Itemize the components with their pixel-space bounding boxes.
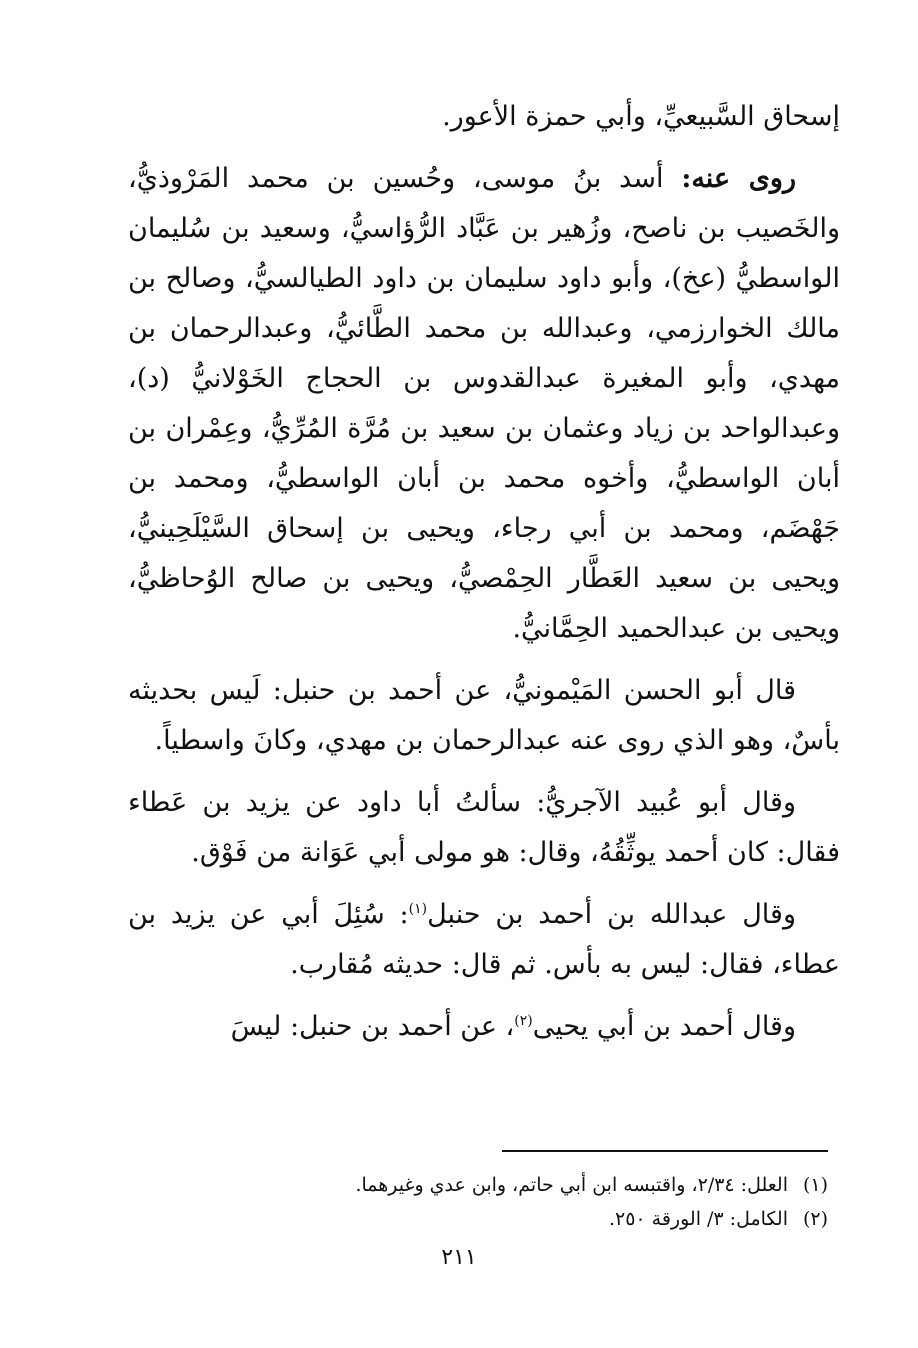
- footnote-ref-2: (٢): [514, 1013, 533, 1029]
- footnote-1-text: العلل: ٢/٣٤، واقتبسه ابن أبي حاتم، وابن عدي وغيرهما.: [355, 1174, 788, 1196]
- footnote-divider: [502, 1150, 828, 1152]
- footnote-1-number: (١): [802, 1174, 828, 1196]
- narrators-label: روى عنه:: [681, 163, 796, 194]
- footnote-ref-1: (١): [408, 901, 428, 917]
- paragraph-6-start: وقال أحمد بن أبي يحيى: [532, 1011, 796, 1042]
- narrators-list: أسد بنُ موسى، وحُسين بن محمد المَرْوذيُّ، والخَصيب بن ناصح، وزُهير بن عَبَّاد الرُّؤاسيُّ، وسعيد بن سُليمان الواسطيُّ (عخ)، وأبو داود سليمان بن داود الطيالسيُّ، وصالح بن مالك الخوارزمي، وعبدالله بن محمد الطَّائيُّ، وعبدالرحمان بن مهدي، وأبو المغيرة عبدالقدوس بن الحجاج الخَوْلانيُّ (د)، وعبدالواحد بن زياد وعثمان بن سعيد بن مُرَّة المُرِّيُّ، وعِمْران بن أبان الواسطيُّ، وأخوه محمد بن أبان الواسطيُّ، ومحمد بن جَهْضَم، ومحمد بن أبي رجاء، ويحيى بن إسحاق السَّيْلَحِينيُّ، ويحيى بن سعيد العَطَّار الحِمْصيُّ، ويحيى بن صالح الوُحاظيُّ، ويحيى بن عبدالحميد الحِمَّانيُّ.: [128, 163, 840, 644]
- footnote-1: [200, 1168, 828, 1202]
- footnotes: [200, 1168, 828, 1236]
- paragraph-5: [128, 890, 840, 990]
- paragraph-6-end: ، عن أحمد بن حنبل: ليسَ: [230, 1011, 515, 1042]
- page-number: ٢١١: [441, 1245, 477, 1270]
- main-text: [128, 92, 840, 1052]
- paragraph-2: [128, 154, 840, 654]
- paragraph-1: إسحاق السَّبيعيِّ، وأبي حمزة الأعور.: [442, 101, 840, 132]
- paragraph-4: وقال أبو عُبيد الآجريُّ: سألتُ أبا داود عن يزيد بن عَطاء فقال: كان أحمد يوثِّقُهُ، وقال: هو مولى أبي عَوَانة من فَوْق.: [128, 787, 840, 868]
- paragraph-5-start: وقال عبدالله بن أحمد بن حنبل: [427, 899, 796, 930]
- footnote-2: [200, 1202, 828, 1236]
- paragraph-5-end: : سُئِلَ أبي عن يزيد بن عطاء، فقال: ليس به بأس. ثم قال: حديثه مُقارب.: [128, 899, 840, 980]
- footnote-2-number: (٢): [802, 1208, 828, 1230]
- paragraph-6: [128, 1002, 840, 1052]
- footnote-2-text: الكامل: ٣/ الورقة ٢٥٠.: [608, 1208, 788, 1230]
- paragraph-3: قال أبو الحسن المَيْمونيُّ، عن أحمد بن حنبل: لَيس بحديثه بأسٌ، وهو الذي روى عنه عبدالرحمان بن مهدي، وكانَ واسطياً.: [128, 675, 840, 756]
